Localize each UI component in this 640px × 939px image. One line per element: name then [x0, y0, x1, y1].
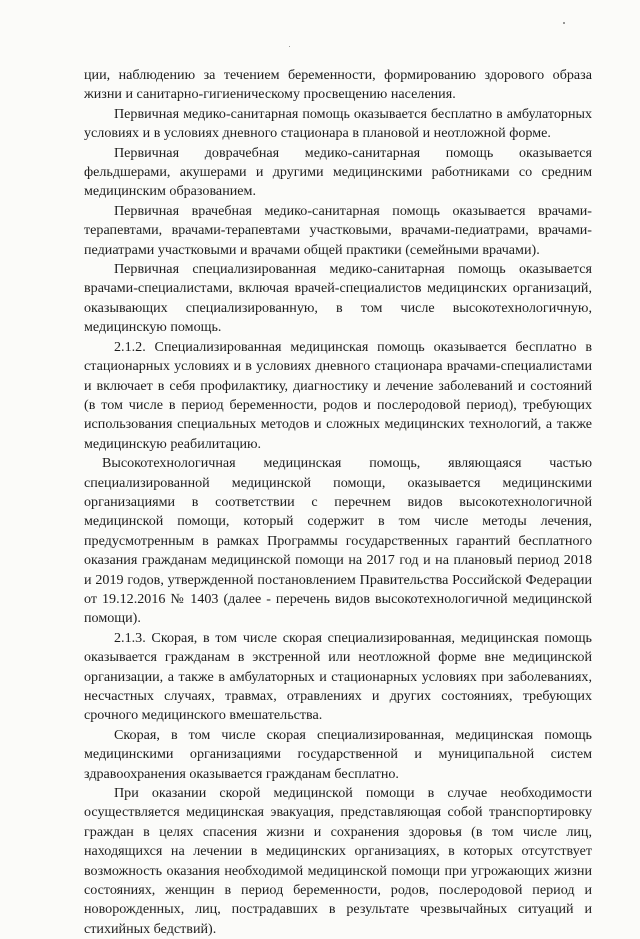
paragraph-section-2-1-3: 2.1.3. Скорая, в том числе скорая специализированная, медицинская помощь оказывается гражданам в экстренной или неотложной форме вне медицинской организации, а также в амбулаторных и стационарных условиях при заболеваниях, несчастных случаях, травмах, отравлениях и других состояниях, требующих срочного медицинского вмешательства. — [84, 629, 592, 724]
paragraph-physician-care: Первичная врачебная медико-санитарная помощь оказывается врачами-терапевтами, врачами-терапевтами участковыми, врачами-педиатрами, врачами-педиатрами участковыми и врачами общей практики (семейными врачами). — [84, 202, 592, 258]
scan-speck — [563, 22, 565, 24]
paragraph-specialized-primary-care: Первичная специализированная медико-санитарная помощь оказывается врачами-специалистами, включая врачей-специалистов медицинских организаций, оказывающих специализированную, в том числе высокотехнологичную, медицинскую помощь. — [84, 261, 592, 336]
scan-speck — [289, 46, 290, 47]
paragraph-emergency-care-free: Скорая, в том числе скорая специализированная, медицинская помощь медицинскими организациями государственной и муниципальной систем здравоохранения оказывается гражданам бесплатно. — [84, 726, 592, 782]
paragraph-high-tech-care: Высокотехнологичная медицинская помощь, являющаяся частью специализированной медицинской помощи, оказывается медицинскими организациями в соответствии с перечнем видов высокотехнологичной медицинской помощи, который содержит в том числе методы лечения, предусмотренным в рамках Программы государственных гарантий бесплатного оказания гражданам медицинской помощи на 2017 год и на плановый период 2018 и 2019 годов, утвержденной постановлением Правительства Российской Федерации от 19.12.2016 № 1403 (далее - перечень видов высокотехнологичной медицинской помощи). — [84, 455, 592, 627]
paragraph-pre-medical-care: Первичная доврачебная медико-санитарная помощь оказывается фельдшерами, акушерами и другими медицинскими работниками со средним медицинским образованием. — [84, 144, 592, 200]
paragraph-medical-evacuation: При оказании скорой медицинской помощи в случае необходимости осуществляется медицинская эвакуация, представляющая собой транспортировку граждан в целях спасения жизни и сохранения здоровья (в том числе лиц, находящихся на лечении в медицинских организациях, в которых отсутствует возможность оказания необходимой медицинской помощи при угрожающих жизни состояниях, женщин в период беременности, родов, послеродовой период и новорожденных, лиц, пострадавших в результате чрезвычайных ситуаций и стихийных бедствий). — [84, 785, 592, 937]
paragraph-primary-care-free: Первичная медико-санитарная помощь оказывается бесплатно в амбулаторных условиях и в условиях дневного стационара в плановой и неотложной форме. — [84, 105, 592, 142]
document-body — [84, 66, 592, 939]
paragraph-continuation: ции, наблюдению за течением беременности, формированию здорового образа жизни и санитарно-гигиеническому просвещению населения. — [84, 67, 592, 103]
paragraph-section-2-1-2: 2.1.2. Специализированная медицинская помощь оказывается бесплатно в стационарных условиях и в условиях дневного стационара врачами-специалистами и включает в себя профилактику, диагностику и лечение заболеваний и состояний (в том числе в период беременности, родов и послеродовой период), требующих использования специальных методов и сложных медицинских технологий, а также медицинскую реабилитацию. — [84, 338, 592, 452]
